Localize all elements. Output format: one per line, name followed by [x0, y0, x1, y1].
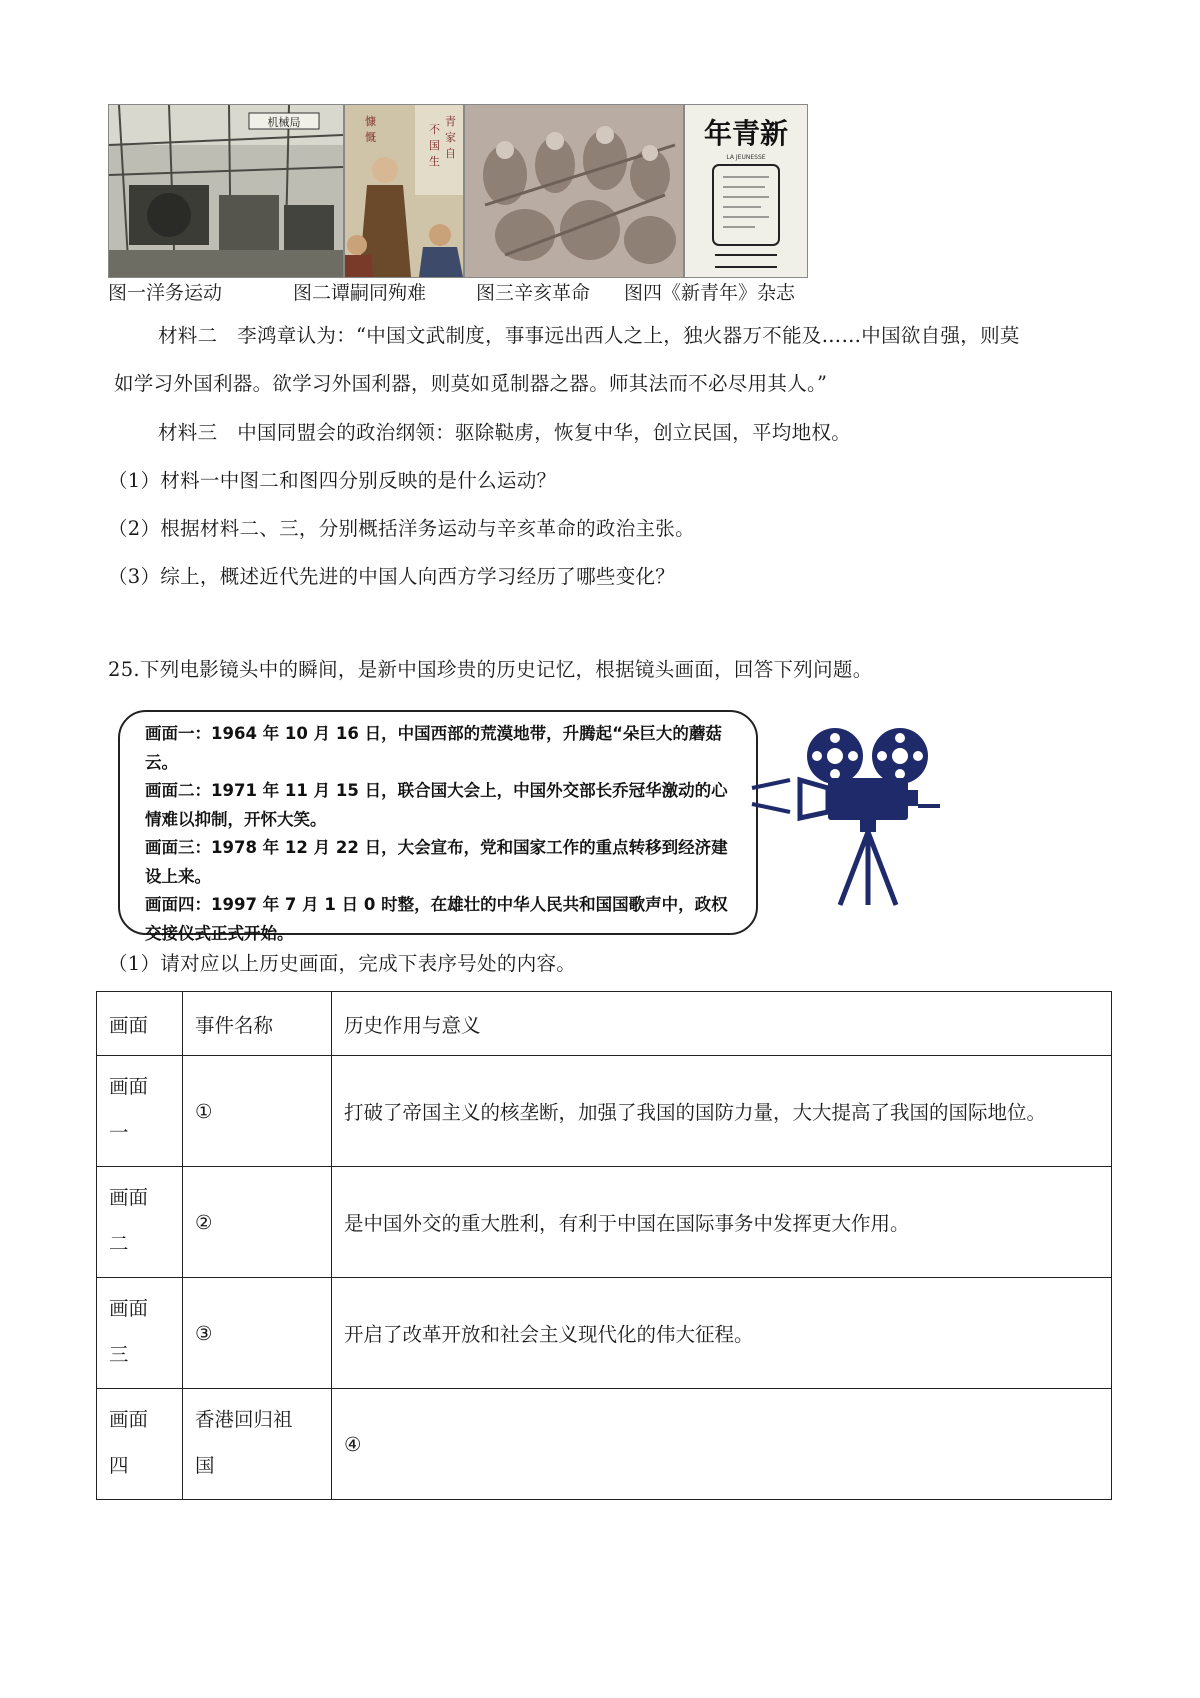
scene-line: 三 — [109, 1343, 129, 1366]
header-event: 事件名称 — [183, 992, 332, 1056]
scene-line: 一 — [109, 1121, 129, 1144]
svg-text:家: 家 — [445, 131, 456, 144]
header-meaning: 历史作用与意义 — [332, 992, 1112, 1056]
material3: 材料三 中国同盟会的政治纲领：驱除鞑虏，恢复中华，创立民国，平均地权。 — [158, 421, 852, 444]
event-cell: ③ — [183, 1278, 332, 1389]
svg-text:自: 自 — [445, 147, 456, 160]
material2-line2: 如学习外国利器。欲学习外国利器，则莫如觅制器之器。师其法而不必尽用其人。” — [114, 372, 828, 395]
scene-cell — [97, 1389, 183, 1500]
scene-line: 画面 — [109, 1408, 149, 1431]
figure-captions — [108, 278, 795, 305]
event-line: 国 — [195, 1454, 215, 1477]
table-row — [97, 1056, 1112, 1167]
question-2: （2）根据材料二、三，分别概括洋务运动与辛亥革命的政治主张。 — [108, 517, 695, 540]
scene-cell — [97, 1278, 183, 1389]
meaning-cell: 开启了改革开放和社会主义现代化的伟大征程。 — [332, 1278, 1112, 1389]
event-line: 香港回归祖 — [195, 1408, 293, 1431]
table-row — [97, 1389, 1112, 1500]
photo-westernization-factory — [108, 104, 344, 278]
bubble-line: 画面二：1971 年 11 月 15 日，联合国大会上，中国外交部长乔冠华激动的心 — [145, 781, 728, 800]
svg-text:LA JEUNESSE: LA JEUNESSE — [726, 154, 766, 161]
meaning-cell: ④ — [332, 1389, 1112, 1500]
bubble-line: 画面四：1997 年 7 月 1 日 0 时整，在雄壮的中华人民共和国国歌声中，政权 — [145, 895, 728, 914]
table-row — [97, 1278, 1112, 1389]
header-scene: 画面 — [97, 992, 183, 1056]
movie-projector-icon — [740, 720, 950, 910]
bubble-line: 交接仪式正式开始。 — [145, 923, 294, 943]
bubble-line: 云。 — [145, 752, 178, 772]
caption-4: 图四《新青年》杂志 — [624, 282, 796, 304]
svg-text:慨: 慨 — [365, 131, 376, 144]
meaning-cell: 打破了帝国主义的核垄断，加强了我国的国防力量，大大提高了我国的国际地位。 — [332, 1056, 1112, 1167]
answer-table — [96, 991, 1112, 1500]
scene-line: 四 — [109, 1454, 129, 1477]
svg-text:不: 不 — [429, 123, 440, 136]
svg-text:慷: 慷 — [365, 115, 376, 128]
photo-new-youth-magazine — [684, 104, 808, 278]
table-row — [97, 1167, 1112, 1278]
material2-line1: 材料二 李鸿章认为：“中国文武制度，事事远出西人之上，独火器万不能及……中国欲自强，则莫 — [158, 324, 1020, 347]
caption-1: 图一洋务运动 — [108, 282, 223, 304]
question-3: （3）综上，概述近代先进的中国人向西方学习经历了哪些变化？ — [108, 565, 676, 588]
bubble-line: 情难以抑制，开怀大笑。 — [145, 809, 327, 829]
bubble-line: 画面三：1978 年 12 月 22 日，大会宣布，党和国家工作的重点转移到经济建 — [145, 838, 728, 857]
scene-cell — [97, 1167, 183, 1278]
table-header-row — [97, 992, 1112, 1056]
scene-cell — [97, 1056, 183, 1167]
svg-text:国: 国 — [429, 139, 440, 152]
bubble-line: 画面一：1964 年 10 月 16 日，中国西部的荒漠地带，升腾起“朵巨大的蘑菇 — [145, 724, 722, 743]
scene-line: 画面 — [109, 1297, 149, 1320]
caption-3: 图三辛亥革命 — [476, 282, 591, 304]
caption-2: 图二谭嗣同殉难 — [293, 282, 427, 304]
event-cell: ① — [183, 1056, 332, 1167]
scene-line: 画面 — [109, 1186, 149, 1209]
event-cell: ② — [183, 1167, 332, 1278]
bubble-line: 设上来。 — [145, 866, 211, 886]
question-1: （1）材料一中图二和图四分别反映的是什么运动？ — [108, 469, 557, 492]
event-cell — [183, 1389, 332, 1500]
svg-text:机械局: 机械局 — [267, 116, 301, 129]
photo-tan-sitong — [344, 104, 464, 278]
magazine-title: 年青新 — [703, 117, 789, 150]
scene-line: 二 — [109, 1232, 129, 1255]
svg-text:生: 生 — [429, 155, 440, 168]
meaning-cell: 是中国外交的重大胜利，有利于中国在国际事务中发挥更大作用。 — [332, 1167, 1112, 1278]
bubble-text — [145, 720, 745, 948]
q25-title: 25.下列电影镜头中的瞬间，是新中国珍贵的历史记忆，根据镜头画面，回答下列问题。 — [108, 658, 873, 681]
svg-text:青: 青 — [445, 115, 456, 128]
photo-xinhai-revolution-relief — [464, 104, 684, 278]
q25-sub1: （1）请对应以上历史画面，完成下表序号处的内容。 — [108, 952, 577, 975]
scene-line: 画面 — [109, 1075, 149, 1098]
